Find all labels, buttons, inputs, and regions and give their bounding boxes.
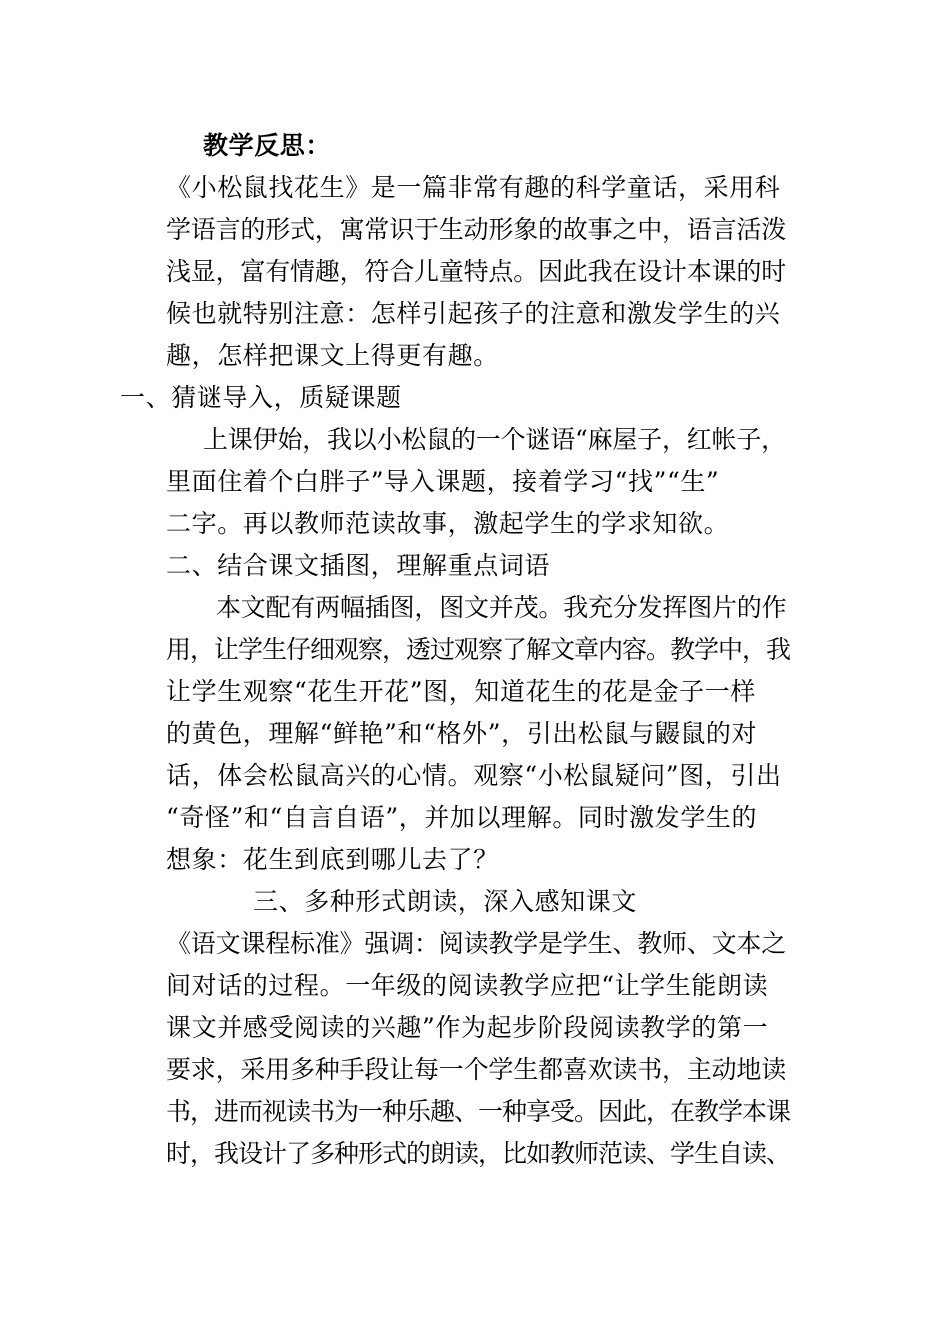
section1-line: 里面住着个白胖子”导入课题，接着学习“找”“生”	[166, 467, 720, 496]
section3-title: 三、多种形式朗读，深入感知课文	[253, 887, 638, 916]
intro-line: 趣，怎样把课文上得更有趣。	[166, 341, 499, 370]
section1-title: 一、猜谜导入，质疑课题	[120, 383, 402, 412]
intro-line: 候也就特别注意：怎样引起孩子的注意和激发学生的兴	[166, 299, 781, 328]
section3-line: 要求，采用多种手段让每一个学生都喜欢读书，主动地读	[166, 1055, 787, 1084]
section2-line: 本文配有两幅插图，图文并茂。我充分发挥图片的作	[216, 593, 787, 622]
section2-line: 的黄色，理解“鲜艳”和“格外”，引出松鼠与鼹鼠的对	[166, 719, 758, 748]
intro-line: 浅显，富有情趣，符合儿童特点。因此我在设计本课的时	[166, 257, 787, 286]
section1-line: 二字。再以教师范读故事，激起学生的学求知欲。	[166, 509, 730, 538]
intro-line: 《小松鼠找花生》是一篇非常有趣的科学童话，采用科	[166, 173, 781, 202]
intro-line: 学语言的形式，寓常识于生动形象的故事之中，语言活泼	[166, 215, 787, 244]
section2-line: 用，让学生仔细观察，透过观察了解文章内容。教学中，我	[166, 635, 791, 664]
section2-line: 想象：花生到底到哪儿去了？	[166, 845, 499, 874]
section2-line: “奇怪”和“自言自语”，并加以理解。同时激发学生的	[166, 803, 758, 832]
section2-line: 让学生观察“花生开花”图，知道花生的花是金子一样	[166, 677, 756, 706]
heading: 教学反思：	[203, 131, 332, 160]
section3-line: 间对话的过程。一年级的阅读教学应把“让学生能朗读	[166, 971, 769, 1000]
section1-line: 上课伊始，我以小松鼠的一个谜语“麻屋子，红帐子，	[203, 425, 786, 454]
section3-line: 课文并感受阅读的兴趣”作为起步阶段阅读教学的第一	[166, 1013, 769, 1042]
section3-line: 书，进而视读书为一种乐趣、一种享受。因此，在教学本课	[166, 1097, 791, 1126]
section3-line: 时，我设计了多种形式的朗读，比如教师范读、学生自读、	[166, 1139, 791, 1168]
section3-line: 《语文课程标准》强调：阅读教学是学生、教师、文本之	[166, 929, 787, 958]
section2-title: 二、结合课文插图，理解重点词语	[166, 551, 551, 580]
section2-line: 话，体会松鼠高兴的心情。观察“小松鼠疑问”图，引出	[166, 761, 782, 790]
